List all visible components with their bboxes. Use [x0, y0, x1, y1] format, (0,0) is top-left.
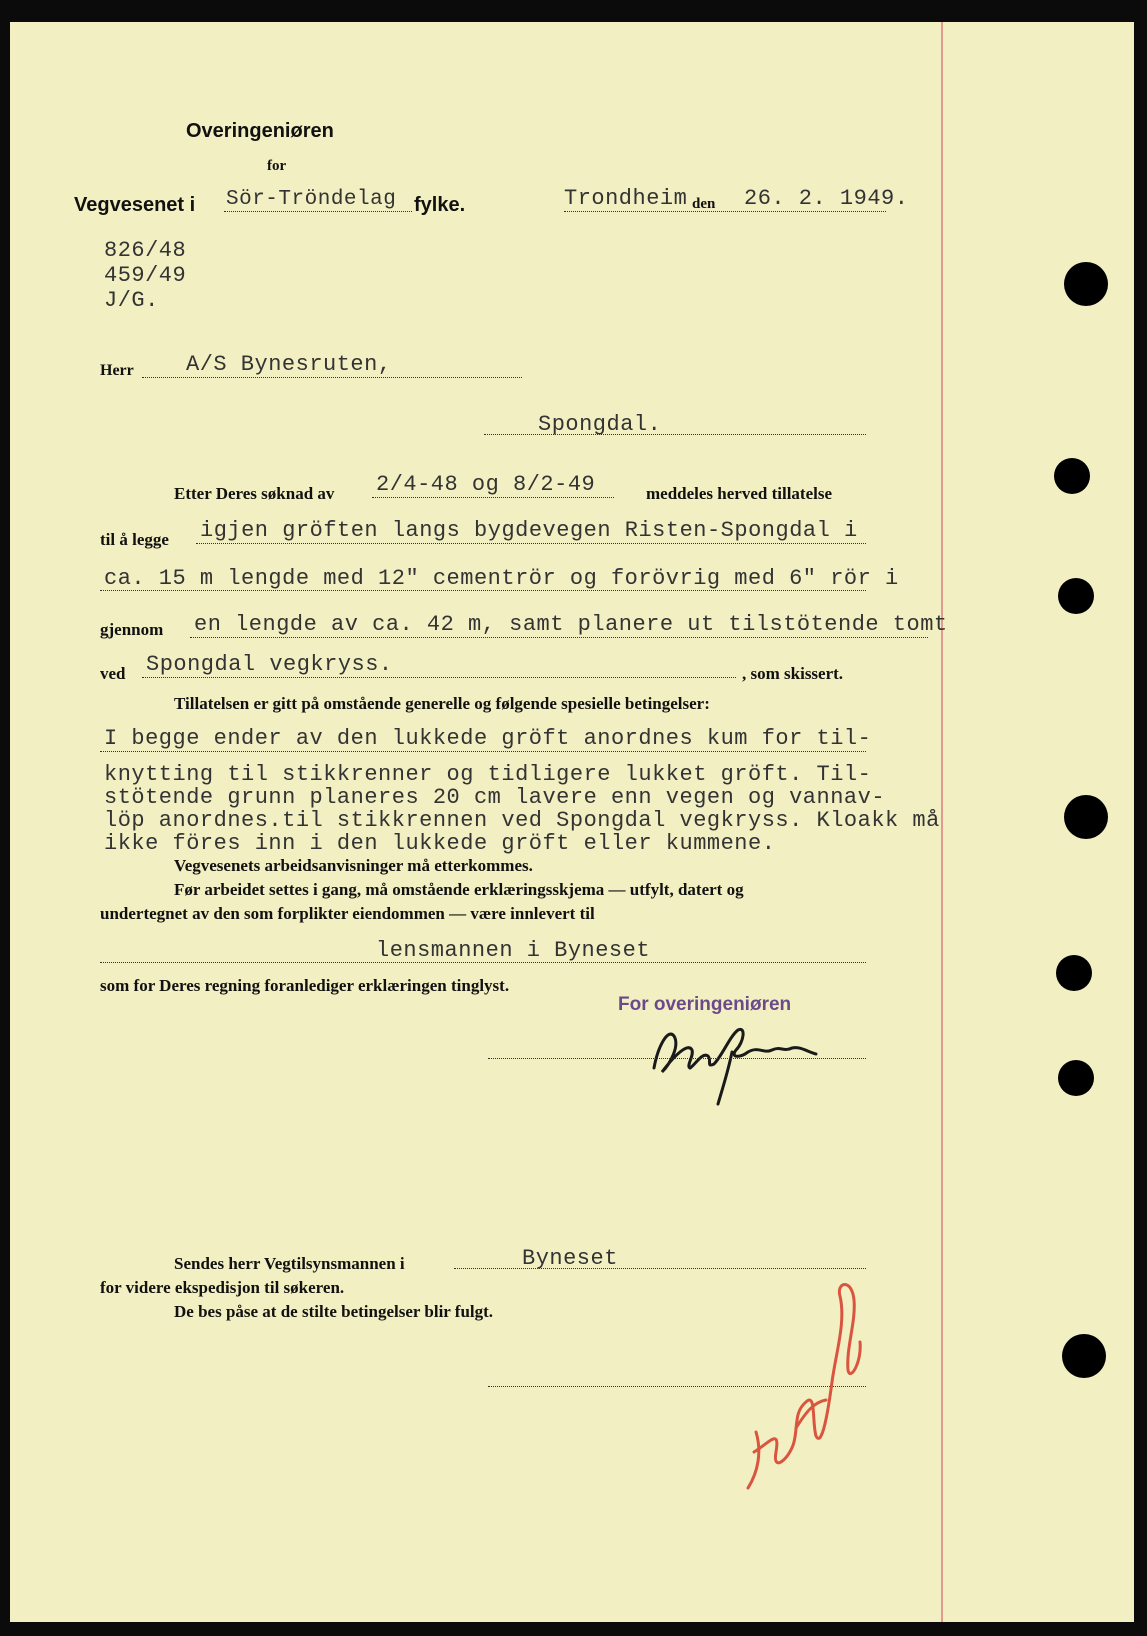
permit-dotline-3 — [190, 637, 928, 638]
instructions-line: Vegvesenets arbeidsanvisninger må etterkommes. — [174, 856, 533, 875]
margin-line — [941, 22, 943, 1622]
letterhead-for: for — [267, 158, 287, 174]
punch-hole — [1058, 1060, 1094, 1096]
permit-dotline-1 — [196, 543, 866, 544]
footer-district: Byneset — [522, 1246, 618, 1271]
permit-line-1: igjen gröften langs bygdevegen Risten-Spongdal i — [200, 518, 858, 543]
salutation: Herr — [100, 362, 134, 379]
date-den: den — [692, 196, 716, 212]
footer-line-2: for videre ekspedisjon til søkeren. — [100, 1278, 345, 1297]
punch-hole — [1054, 458, 1090, 494]
permit-suffix: , som skissert. — [742, 664, 844, 683]
application-prefix: Etter Deres søknad av — [174, 484, 335, 503]
punch-hole — [1064, 262, 1108, 306]
signature-stamp: For overingeniøren — [618, 994, 792, 1015]
before-work-line-1: Før arbeidet settes i gang, må omstående erklæringsskjema — utfylt, datert og — [174, 880, 744, 899]
letterhead-title: Overingeniøren — [186, 120, 334, 142]
footer-line-1: Sendes herr Vegtilsynsmannen i — [174, 1254, 405, 1273]
handwritten-signature — [640, 1016, 840, 1106]
footer-line-3: De bes påse at de stilte betingelser blir fulgt. — [174, 1302, 494, 1321]
condition-line: knytting til stikkrenner og tidligere lukket gröft. Til- — [104, 762, 872, 787]
permit-dotline-2 — [100, 590, 866, 591]
registration-line: som for Deres regning foranlediger erklæringen tinglyst. — [100, 976, 510, 995]
condition-dotline — [100, 751, 866, 752]
county-dotline — [224, 211, 412, 212]
permit-line-2: ca. 15 m lengde med 12" cementrör og forövrig med 6" rör i — [104, 566, 899, 591]
before-work-line-2: undertegnet av den som forplikter eiendommen — være innlevert til — [100, 904, 595, 923]
date-dotline — [564, 211, 886, 212]
county-typed: Sör-Tröndelag — [226, 188, 397, 211]
signature-dotline — [488, 1058, 866, 1059]
permit-prefix-3: ved — [100, 664, 126, 683]
date-place: Trondheim — [564, 186, 688, 211]
condition-line: stötende grunn planeres 20 cm lavere enn vegen og vannav- — [104, 785, 886, 810]
permit-prefix: til å legge — [100, 530, 169, 549]
addressee-name: A/S Bynesruten, — [186, 352, 392, 377]
letterhead-suffix: fylke. — [414, 194, 466, 216]
date-value: 26. 2. 1949. — [744, 186, 909, 211]
permit-line-3: en lengde av ca. 42 m, samt planere ut tilstötende tomt — [194, 612, 948, 637]
reference-1: 826/48 — [104, 238, 187, 263]
permit-line-4: Spongdal vegkryss. — [146, 652, 393, 677]
recipient-typed: lensmannen i Byneset — [376, 938, 651, 963]
permit-prefix-2: gjennom — [100, 620, 164, 639]
punch-hole — [1064, 795, 1108, 839]
application-dotline — [372, 497, 614, 498]
condition-line: I begge ender av den lukkede gröft anordnes kum for til- — [104, 726, 872, 751]
reference-2: 459/49 — [104, 263, 187, 288]
application-dates: 2/4-48 og 8/2-49 — [376, 472, 596, 497]
red-initials — [736, 1252, 876, 1502]
letterhead-prefix: Vegvesenet i — [74, 194, 196, 216]
recipient-dotline — [100, 962, 866, 963]
conditions-intro: Tillatelsen er gitt på omstående generelle og følgende spesielle betingelser: — [174, 694, 710, 713]
permit-dotline-4 — [142, 677, 736, 678]
place-dotline — [484, 434, 866, 435]
punch-hole — [1058, 578, 1094, 614]
punch-hole — [1062, 1334, 1106, 1378]
reference-3: J/G. — [104, 288, 159, 313]
condition-line: ikke föres inn i den lukkede gröft eller kummene. — [104, 831, 776, 856]
addressee-place: Spongdal. — [538, 412, 662, 437]
application-suffix: meddeles herved tillatelse — [646, 484, 833, 503]
addressee-dotline — [142, 377, 522, 378]
punch-hole — [1056, 955, 1092, 991]
condition-line: löp anordnes.til stikkrennen ved Spongdal vegkryss. Kloakk må — [104, 808, 940, 833]
